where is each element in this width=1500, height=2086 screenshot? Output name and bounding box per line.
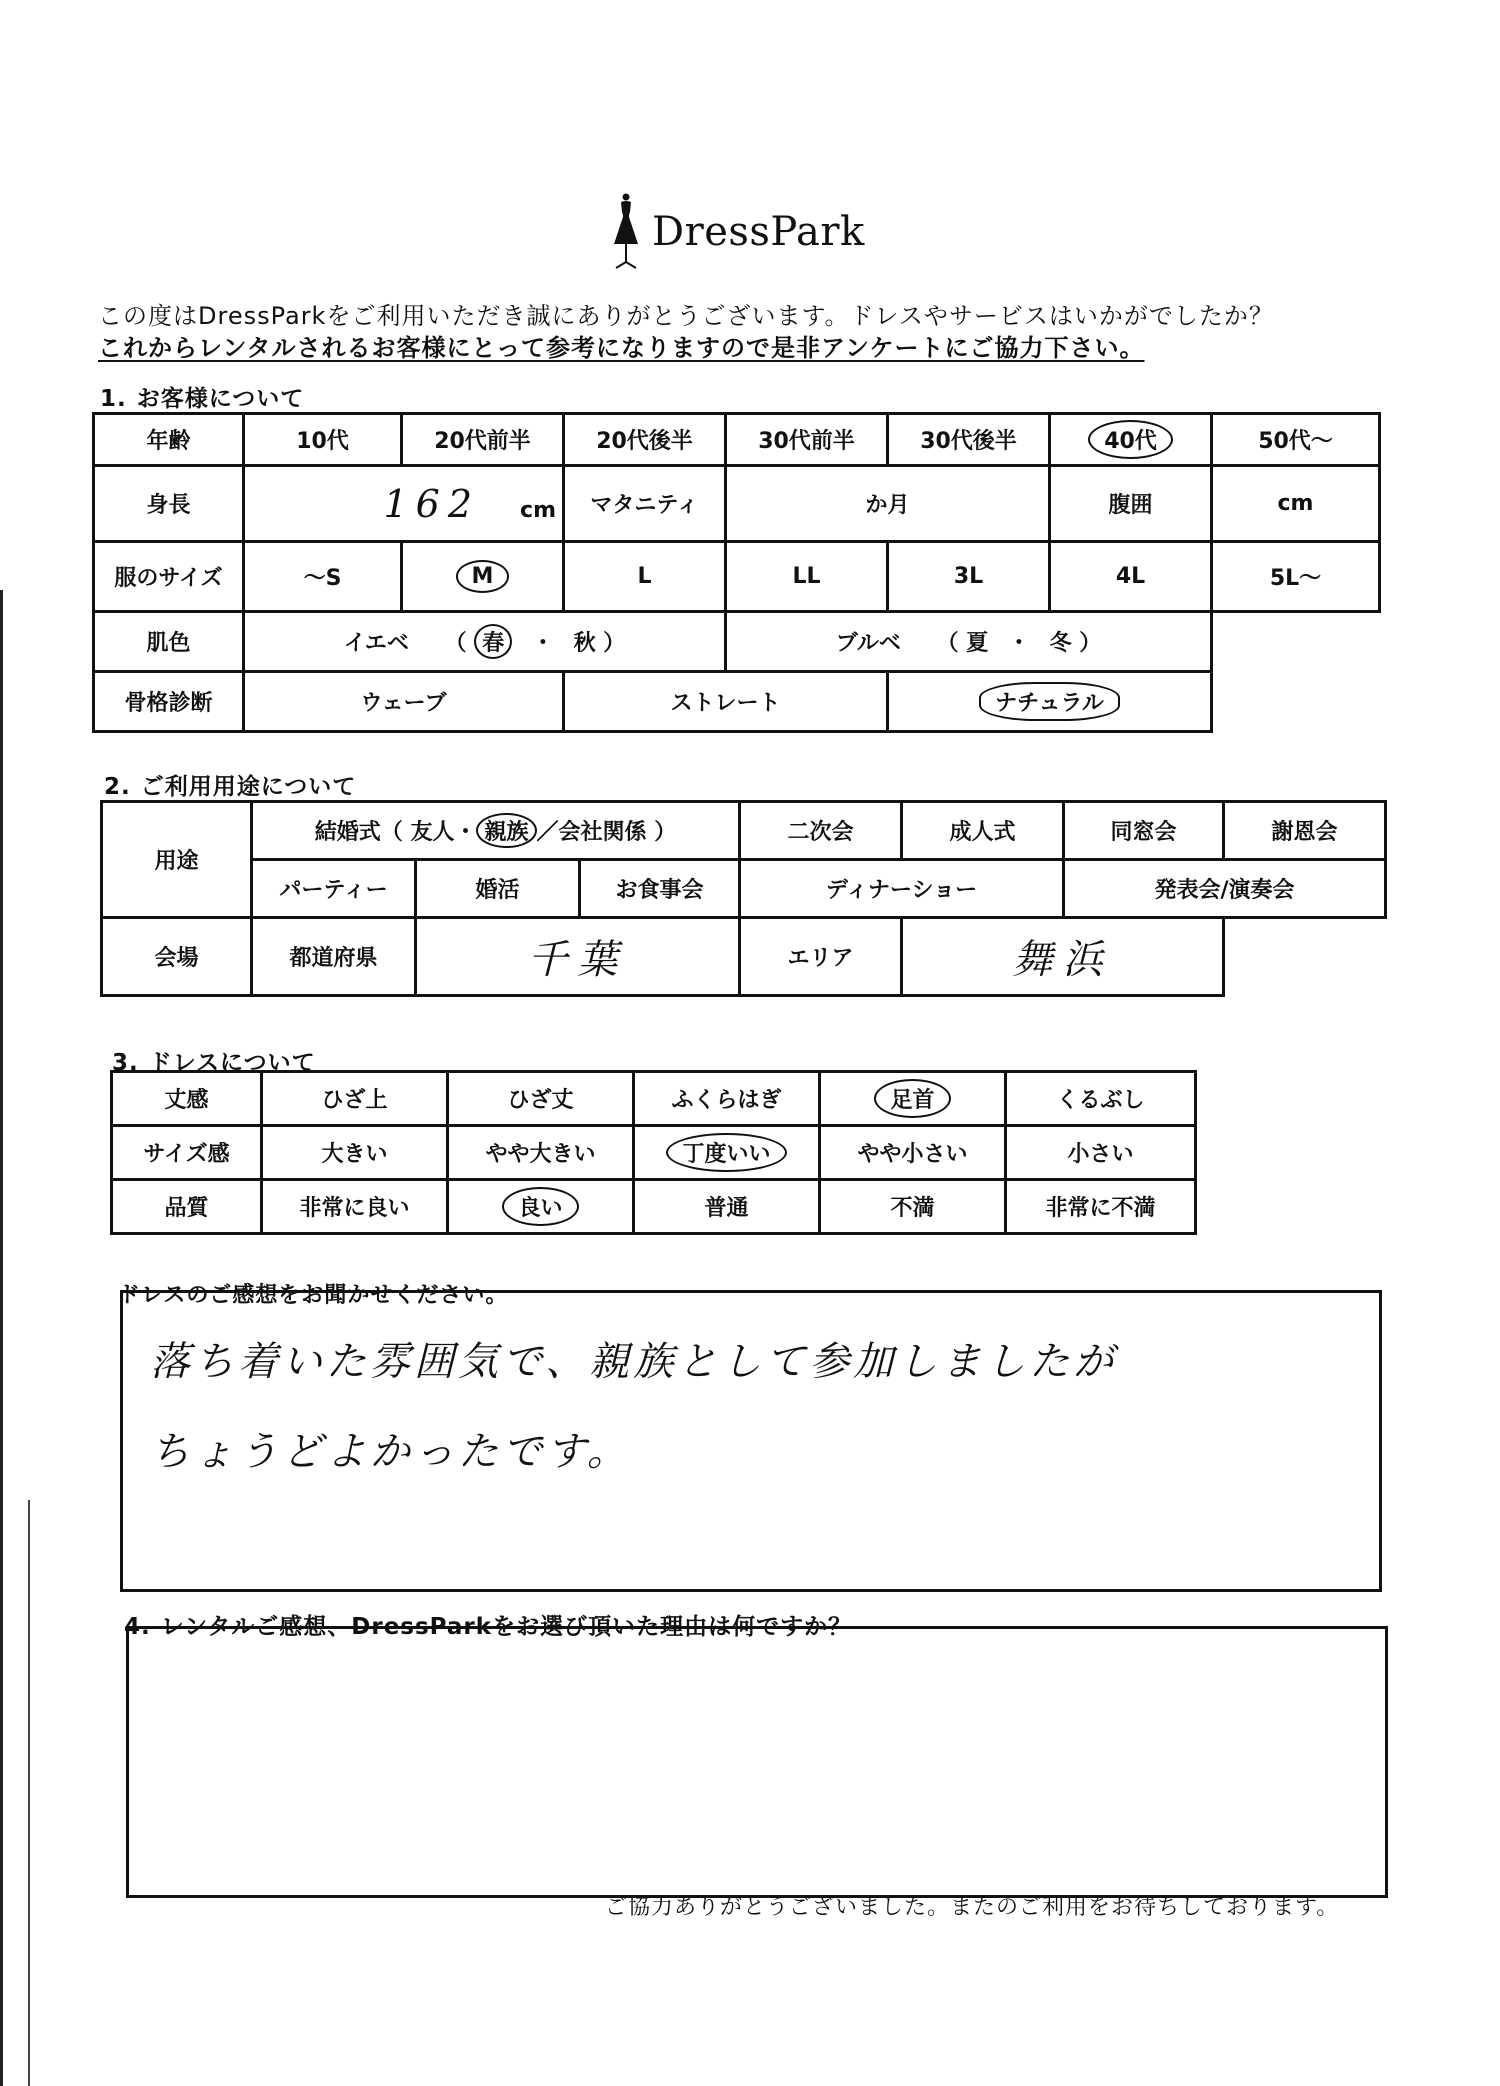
skin-blue-choice: 冬 [1049, 631, 1072, 656]
section-number: 1. [100, 386, 127, 412]
age-option[interactable]: 30代後半 [888, 414, 1050, 466]
section-title: ご利用用途について [140, 774, 357, 800]
intro-text: この度はDressParkをご利用いただき誠にありがとうございます。ドレスやサービスはいかがでしたか？ [98, 302, 1274, 330]
size-option[interactable]: ～S [244, 542, 402, 612]
length-option[interactable]: ふくらはぎ [634, 1072, 820, 1126]
wedding-prefix: 結婚式（ [314, 820, 403, 845]
scan-edge-line [0, 590, 3, 2086]
purpose-option[interactable]: パーティー [252, 860, 416, 918]
length-option[interactable]: ひざ上 [262, 1072, 448, 1126]
length-option-selected[interactable] [820, 1072, 1006, 1126]
section-number: 2. [104, 774, 131, 800]
empty-cell [1212, 672, 1380, 732]
skin-yellow-choice: 秋 [573, 631, 596, 656]
selection-circle: M [456, 560, 510, 593]
skeleton-option[interactable]: ストレート [564, 672, 888, 732]
venue-row [102, 918, 1386, 996]
purpose-wedding[interactable]: 結婚式（ 友人・ 親族 ／会社関係 ） [252, 802, 740, 860]
selection-circle: 足首 [874, 1079, 950, 1118]
section-number: 4. [124, 1614, 151, 1640]
dress-table [110, 1070, 1197, 1235]
empty-cell [1212, 612, 1380, 672]
size-option[interactable]: 3L [888, 542, 1050, 612]
size-option[interactable]: 5L～ [1212, 542, 1380, 612]
section-title: レンタルご感想、DressParkをお選び頂いた理由は何ですか？ [160, 1614, 853, 1640]
height-row [94, 466, 1380, 542]
wedding-choice: 友人 [410, 820, 455, 845]
skeleton-option[interactable]: ウェーブ [244, 672, 564, 732]
age-option[interactable]: 20代後半 [564, 414, 726, 466]
comment-line: ちょうどよかったです。 [150, 1429, 631, 1475]
fit-row [112, 1126, 1196, 1180]
age-row [94, 414, 1380, 466]
area-field[interactable] [902, 918, 1224, 996]
age-option[interactable]: 50代～ [1212, 414, 1380, 466]
maternity-label: マタニティ [564, 466, 726, 542]
comment-line: 落ち着いた雰囲気で、親族として参加しましたが [150, 1339, 1118, 1385]
purpose-option[interactable]: 同窓会 [1064, 802, 1224, 860]
quality-option[interactable]: 非常に良い [262, 1180, 448, 1234]
selection-circle: 良い [502, 1187, 578, 1226]
purpose-option[interactable]: 謝恩会 [1224, 802, 1386, 860]
quality-label: 品質 [112, 1180, 262, 1234]
purpose-option[interactable]: 成人式 [902, 802, 1064, 860]
reason-box[interactable] [126, 1626, 1388, 1898]
age-label: 年齢 [94, 414, 244, 466]
skeleton-label: 骨格診断 [94, 672, 244, 732]
usage-table [100, 800, 1387, 997]
section2-heading [104, 768, 356, 801]
length-label: 丈感 [112, 1072, 262, 1126]
purpose-option[interactable]: ディナーショー [740, 860, 1064, 918]
selection-circle: ナチュラル [979, 682, 1120, 721]
age-option[interactable]: 30代前半 [726, 414, 888, 466]
quality-row [112, 1180, 1196, 1234]
comment-prompt: ドレスのご感想をお聞かせください。 [118, 1283, 509, 1308]
fit-option[interactable]: やや小さい [820, 1126, 1006, 1180]
waist-unit: cm [1277, 491, 1314, 516]
empty-cell [1224, 918, 1386, 996]
purpose-option[interactable]: 二次会 [740, 802, 902, 860]
selection-circle: 丁度いい [666, 1133, 786, 1172]
selection-circle: 40代 [1088, 420, 1173, 459]
customer-table [92, 412, 1381, 733]
area-label: エリア [740, 918, 902, 996]
purpose-option[interactable]: お食事会 [580, 860, 740, 918]
closing-message: ご協力ありがとうございました。またのご利用をお待ちしております。 [605, 1895, 1340, 1920]
scan-edge-line [28, 1500, 30, 2086]
quality-option[interactable]: 不満 [820, 1180, 1006, 1234]
length-row [112, 1072, 1196, 1126]
height-label: 身長 [94, 466, 244, 542]
quality-option[interactable]: 普通 [634, 1180, 820, 1234]
wedding-choice: 会社関係 [558, 820, 647, 845]
purpose-row1 [102, 802, 1386, 860]
dress-form-icon [608, 192, 644, 272]
height-field[interactable] [244, 466, 564, 542]
size-option[interactable]: 4L [1050, 542, 1212, 612]
prefecture-label: 都道府県 [252, 918, 416, 996]
skin-yellow-label: イエベ [343, 631, 409, 656]
wedding-suffix: ） [654, 820, 677, 845]
section-title: お客様について [136, 386, 305, 412]
prefecture-field[interactable] [416, 918, 740, 996]
age-option-selected[interactable] [1050, 414, 1212, 466]
length-option[interactable]: ひざ丈 [448, 1072, 634, 1126]
skeleton-row [94, 672, 1380, 732]
fit-label: サイズ感 [112, 1126, 262, 1180]
brand-logo [608, 192, 865, 272]
size-option[interactable]: L [564, 542, 726, 612]
section1-heading [100, 380, 304, 413]
purpose-option[interactable]: 婚活 [416, 860, 580, 918]
height-value: 162 [383, 481, 481, 526]
maternity-field[interactable] [726, 466, 1050, 542]
waist-field[interactable] [1212, 466, 1380, 542]
fit-option[interactable]: 小さい [1006, 1126, 1196, 1180]
waist-label: 腹囲 [1050, 466, 1212, 542]
skin-label: 肌色 [94, 612, 244, 672]
selection-circle: 春 [474, 624, 512, 659]
size-option-selected[interactable] [402, 542, 564, 612]
age-option[interactable]: 10代 [244, 414, 402, 466]
skeleton-option-selected[interactable] [888, 672, 1212, 732]
size-label: 服のサイズ [94, 542, 244, 612]
venue-label: 会場 [102, 918, 252, 996]
fit-option-selected[interactable] [634, 1126, 820, 1180]
age-option[interactable]: 20代前半 [402, 414, 564, 466]
skin-yellow-option[interactable]: イエベ （ 春 ・ 秋 ） [244, 612, 726, 672]
skin-blue-choice: 夏 [966, 631, 989, 656]
prefecture-value: 千葉 [527, 937, 628, 983]
skin-row [94, 612, 1380, 672]
purpose-label: 用途 [102, 802, 252, 918]
section-number: 3. [112, 1050, 139, 1076]
fit-option[interactable]: やや大きい [448, 1126, 634, 1180]
skin-blue-label: ブルベ [835, 631, 901, 656]
maternity-unit: か月 [865, 493, 910, 518]
fit-option[interactable]: 大きい [262, 1126, 448, 1180]
section-title: ドレスについて [148, 1050, 316, 1076]
size-row [94, 542, 1380, 612]
quality-option-selected[interactable] [448, 1180, 634, 1234]
skin-blue-option[interactable]: ブルベ （ 夏 ・ 冬 ） [726, 612, 1212, 672]
selection-circle: 親族 [476, 813, 536, 848]
length-option[interactable]: くるぶし [1006, 1072, 1196, 1126]
brand-name: DressPark [652, 209, 865, 255]
height-unit: cm [520, 497, 556, 523]
purpose-option[interactable]: 発表会/演奏会 [1064, 860, 1386, 918]
quality-option[interactable]: 非常に不満 [1006, 1180, 1196, 1234]
intro-request: これからレンタルされるお客様にとって参考になりますので是非アンケートにご協力下さい。 [98, 334, 1145, 362]
size-option[interactable]: LL [726, 542, 888, 612]
purpose-row2 [102, 860, 1386, 918]
area-value: 舞浜 [1012, 937, 1113, 983]
